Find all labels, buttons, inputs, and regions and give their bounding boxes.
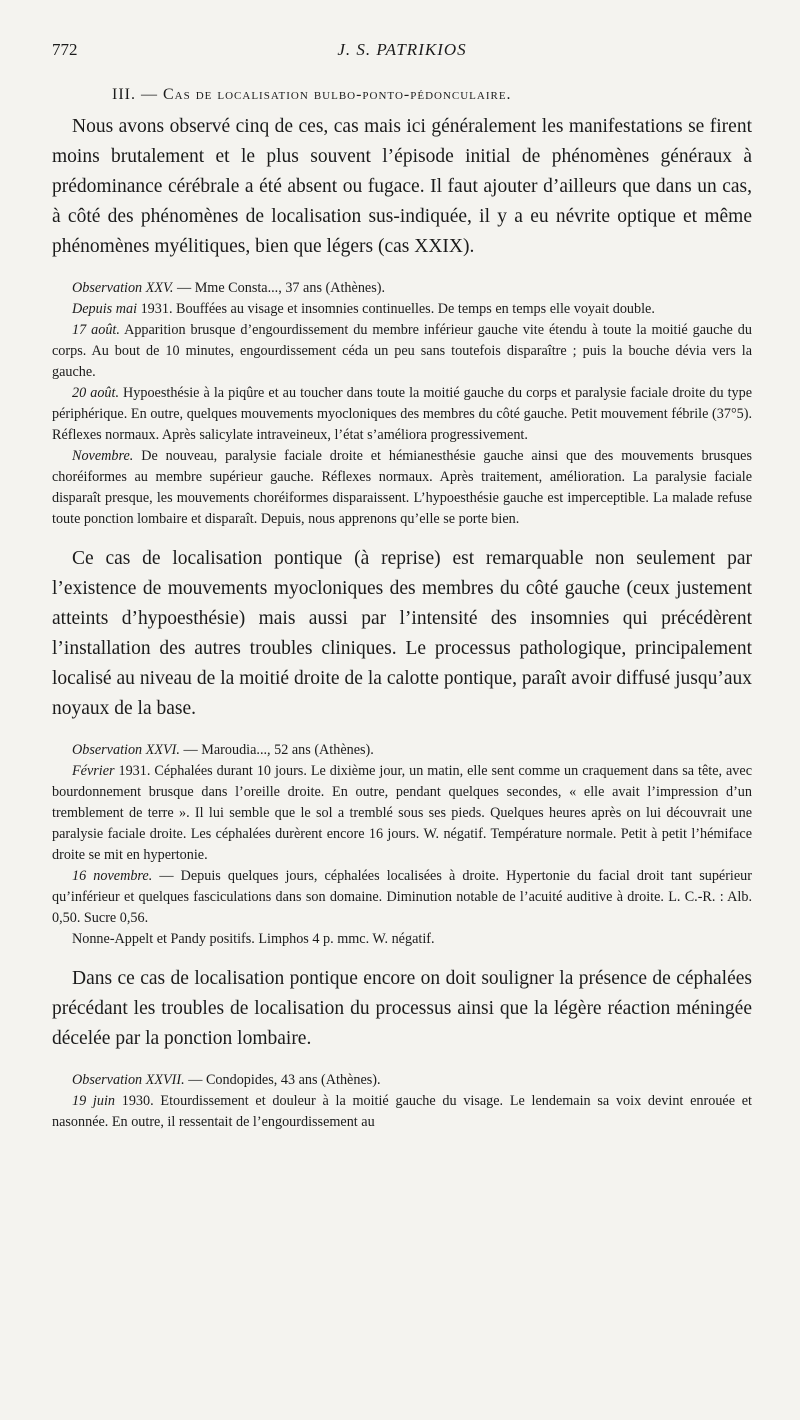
observation-header	[52, 740, 752, 761]
observation-patient: — Maroudia..., 52 ans (Athènes).	[179, 742, 374, 758]
entry-text: 1931. Céphalées durant 10 jours. Le dixième jour, un matin, elle sent comme un craquement dans sa tête, avec bourdonnement brusque dans l’oreille droite. En outre, pendant quelques secondes, « elle avait l’impression d’un tremblement de terre ». Il lui semble que le sol a tremblé sous ses pieds. Quelques heures après on lui découvrait une paralysie faciale droite. Les céphalées durèrent encore 16 jours. W. négatif. Température normale. Petit à petit l’hémiface droite se mit en hypertonie.	[52, 763, 752, 863]
observation-entry	[52, 299, 752, 320]
observation-entry	[52, 446, 752, 530]
observation-patient: — Condopides, 43 ans (Athènes).	[184, 1072, 381, 1088]
entry-date: Novembre.	[72, 448, 134, 464]
entry-text: Nonne-Appelt et Pandy positifs. Limphos 4 p. mmc. W. négatif.	[72, 931, 435, 947]
observation-xxv	[52, 278, 752, 530]
observation-entry	[52, 929, 752, 950]
entry-date: Février	[72, 763, 115, 779]
observation-entry	[52, 761, 752, 866]
running-title: J. S. PATRIKIOS	[337, 40, 467, 59]
running-head	[52, 40, 752, 66]
observation-entry	[52, 1091, 752, 1133]
intro-paragraph: Nous avons observé cinq de ces, cas mais ici généralement les manifestations se firent moins brutalement et le plus souvent l’épisode initial de phénomènes généraux à prédominance cérébrale a été absent ou fugace. Il faut ajouter d’ailleurs que dans un cas, à côté des phénomènes de localisation sus-indiquée, il y a eu névrite optique et même phénomènes myélitiques, bien que légers (cas XXIX).	[52, 116, 752, 257]
page-number: 772	[52, 40, 78, 59]
entry-date: Depuis mai	[72, 301, 138, 317]
page	[52, 40, 752, 1133]
observation-entry	[52, 866, 752, 929]
observation-header	[52, 278, 752, 299]
section-heading: III. — Cas de localisation bulbo-ponto-pédonculaire.	[112, 86, 512, 103]
entry-date: 16 novembre.	[72, 868, 153, 884]
commentary-paragraph-1: Ce cas de localisation pontique (à reprise) est remarquable non seulement par l’existence de mouvements myocloniques des membres du côté gauche (ceux justement atteints d’hypoesthésie) mais aussi par l’intensité des insomnies qui précédèrent l’installation des autres troubles cliniques. Le processus pathologique, principalement localisé au niveau de la moitié droite de la calotte pontique, paraît avoir diffusé jusqu’aux noyaux de la base.	[52, 548, 752, 719]
entry-text: Hypoesthésie à la piqûre et au toucher dans toute la moitié gauche du corps et paralysie faciale droite du type périphérique. En outre, quelques mouvements myocloniques des membres du côté gauche. Petit mouvement fébrile (37°5). Réflexes normaux. Après salicylate intraveineux, l’état s’améliora progressivement.	[52, 385, 752, 443]
observation-label: Observation XXVII.	[72, 1072, 185, 1088]
commentary-paragraph-2: Dans ce cas de localisation pontique encore on doit souligner la présence de céphalées précédant les troubles de localisation du processus ainsi que la légère réaction méningée décelée par la ponction lombaire.	[52, 968, 752, 1049]
observation-entry	[52, 320, 752, 383]
entry-text: 1931. Bouffées au visage et insomnies continuelles. De temps en temps elle voyait double.	[137, 301, 655, 317]
observation-label: Observation XXV.	[72, 280, 174, 296]
entry-text: De nouveau, paralysie faciale droite et hémianesthésie gauche ainsi que des mouvements brusques choréiformes au membre supérieur gauche. Réflexes normaux. Après traitement, amélioration. La paralysie faciale disparaît presque, les mouvements choréiformes disparaissent. L’hypoesthésie gauche est imperceptible. La malade refuse toute ponction lombaire et disparaît. Depuis, nous apprenons qu’elle se porte bien.	[52, 448, 752, 527]
entry-text: 1930. Etourdissement et douleur à la moitié gauche du visage. Le lendemain sa voix devint enrouée et nasonnée. En outre, il ressentait de l’engourdissement au	[52, 1093, 752, 1130]
observation-xxvi	[52, 740, 752, 950]
observation-patient: — Mme Consta..., 37 ans (Athènes).	[173, 280, 386, 296]
observation-label: Observation XXVI.	[72, 742, 180, 758]
observation-entry	[52, 383, 752, 446]
observation-xxvii	[52, 1070, 752, 1133]
entry-date: 19 juin	[72, 1093, 115, 1109]
entry-date: 20 août.	[72, 385, 119, 401]
entry-text: Apparition brusque d’engourdissement du membre inférieur gauche vite étendu à toute la moitié gauche du corps. Au bout de 10 minutes, engourdissement céda un peu sans toutefois disparaître ; puis la bouche dévia vers la gauche.	[52, 322, 752, 380]
entry-text: — Depuis quelques jours, céphalées localisées à droite. Hypertonie du facial droit tant supérieur qu’inférieur et quelques fasciculations dans son domaine. Diminution notable de l’acuité auditive à droite. L. C.-R. : Alb. 0,50. Sucre 0,56.	[52, 868, 752, 926]
observation-header	[52, 1070, 752, 1091]
entry-date: 17 août.	[72, 322, 120, 338]
